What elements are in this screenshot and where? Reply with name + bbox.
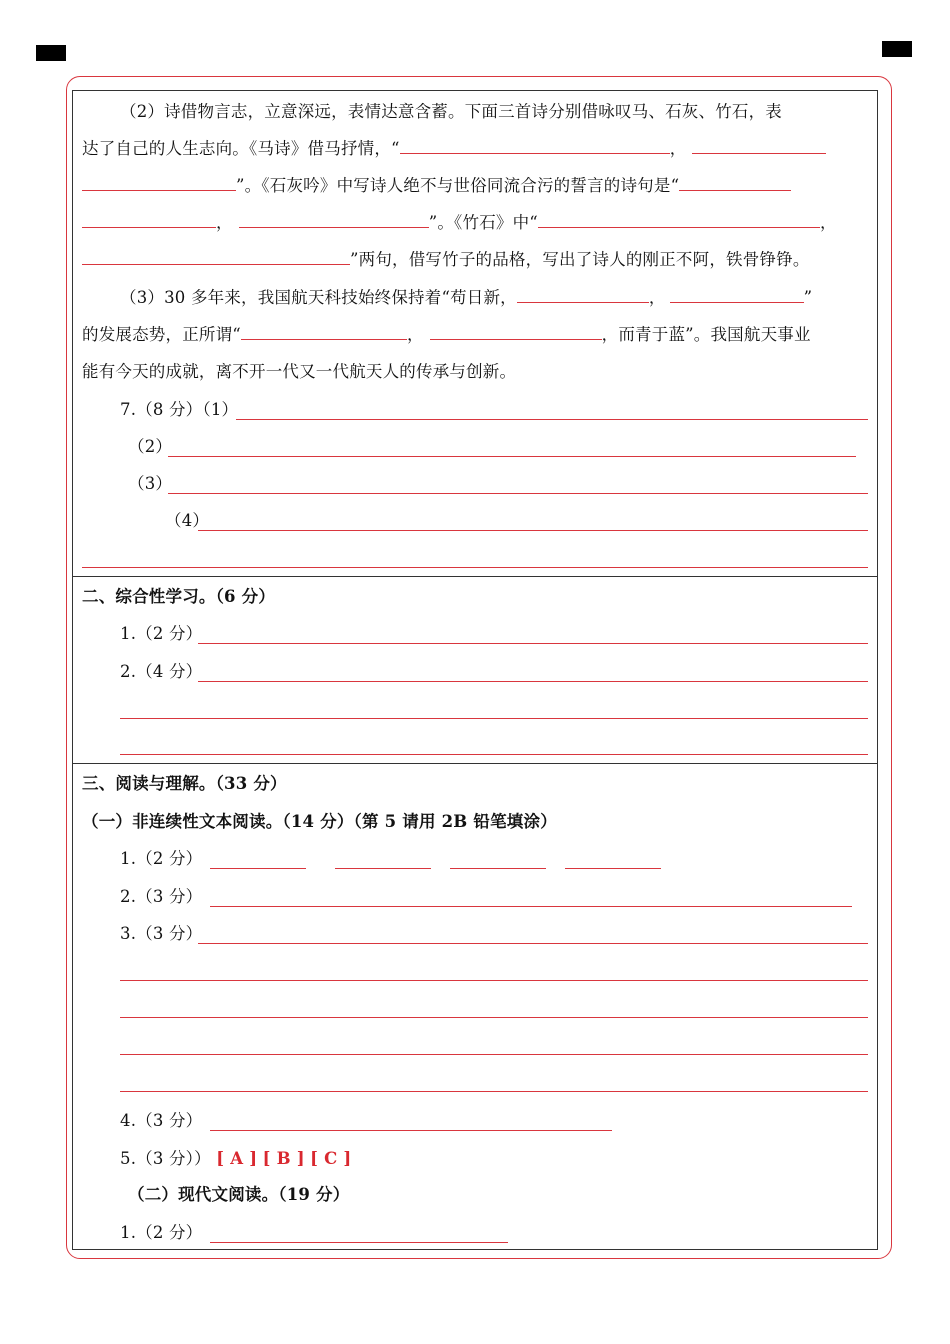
q2-line-1: （2）诗借物言志，立意深远，表情达意含蓄。下面三首诗分别借咏叹马、石灰、竹石，表 <box>120 102 782 121</box>
section-3-sub1-title: （一）非连续性文本阅读。（14 分）（第 5 请用 2B 铅笔填涂） <box>82 812 557 831</box>
section-3-q3-label: 3.（3 分） <box>120 924 203 943</box>
section-3-q5 <box>120 1148 351 1170</box>
fill-blank[interactable] <box>82 250 350 265</box>
answer-line[interactable] <box>198 943 868 944</box>
section-2-title: 二、综合性学习。（6 分） <box>82 587 276 606</box>
section-2-q1-label: 1.（2 分） <box>120 624 203 643</box>
fill-blank[interactable] <box>241 325 407 340</box>
answer-line[interactable] <box>120 1054 868 1055</box>
q2-line-3: ”。《石灰吟》中写诗人绝不与世俗同流合污的誓言的诗句是“ <box>82 175 791 197</box>
option-c-bubble[interactable]: [ C ] <box>310 1149 352 1168</box>
section-3-q2-label: 2.（3 分） <box>120 887 203 906</box>
answer-line[interactable] <box>198 681 868 682</box>
answer-line[interactable] <box>210 868 306 869</box>
section-3-sub2-q1-label: 1.（2 分） <box>120 1223 203 1242</box>
q2-line-2: 达了自己的人生志向。《马诗》借马抒情，“ ， <box>82 138 826 160</box>
q3-line-3: 能有今天的成就，离不开一代又一代航天人的传承与创新。 <box>82 362 517 381</box>
answer-line[interactable] <box>120 980 868 981</box>
fill-blank[interactable] <box>82 213 216 228</box>
answer-line[interactable] <box>450 868 546 869</box>
q7-part-2-label: （2） <box>128 437 173 456</box>
fill-blank[interactable] <box>538 213 820 228</box>
answer-line[interactable] <box>168 456 856 457</box>
section-3-title: 三、阅读与理解。（33 分） <box>82 774 287 793</box>
q7-part-3-label: （3） <box>128 474 173 493</box>
fill-blank[interactable] <box>430 325 602 340</box>
fill-blank[interactable] <box>400 139 670 154</box>
q2-line-4: ， ”。《竹石》中“ ， <box>82 212 837 234</box>
option-a-bubble[interactable]: [ A ] <box>216 1149 258 1168</box>
fill-blank[interactable] <box>692 139 826 154</box>
answer-line[interactable] <box>236 419 868 420</box>
answer-line[interactable] <box>120 718 868 719</box>
section-2-q2-label: 2.（4 分） <box>120 662 203 681</box>
q3-line-1: （3）30 多年来，我国航天科技始终保持着“苟日新， ， ” <box>120 288 813 307</box>
option-b-bubble[interactable]: [ B ] <box>262 1149 305 1168</box>
fill-blank[interactable] <box>679 176 791 191</box>
corner-marker-right <box>882 41 912 57</box>
answer-line[interactable] <box>198 530 868 531</box>
section-3-q4-label: 4.（3 分） <box>120 1111 203 1130</box>
q7-part-4-label: （4） <box>165 511 210 530</box>
answer-line[interactable] <box>82 567 868 568</box>
answer-line[interactable] <box>210 1130 612 1131</box>
corner-marker-left <box>36 45 66 61</box>
answer-line[interactable] <box>210 1242 508 1243</box>
fill-blank[interactable] <box>670 288 804 303</box>
section-3-q1-label: 1.（2 分） <box>120 849 203 868</box>
answer-line[interactable] <box>120 1017 868 1018</box>
section-3-q5-label: 5.（3 分）） <box>120 1149 211 1168</box>
answer-line[interactable] <box>565 868 661 869</box>
q2-line-5: ”两句，借写竹子的品格，写出了诗人的刚正不阿，铁骨铮铮。 <box>82 249 810 271</box>
answer-line[interactable] <box>120 754 868 755</box>
answer-line[interactable] <box>335 868 431 869</box>
answer-line[interactable] <box>168 493 868 494</box>
q7-label: 7.（8 分）（1） <box>120 400 239 419</box>
reading-section-box <box>72 763 878 1250</box>
q3-line-2: 的发展态势，正所谓“ ， ，而青于蓝”。我国航天事业 <box>82 325 811 344</box>
fill-blank[interactable] <box>517 288 649 303</box>
section-3-sub2-title: （二）现代文阅读。（19 分） <box>128 1185 350 1204</box>
answer-line[interactable] <box>120 1091 868 1092</box>
fill-blank[interactable] <box>239 213 429 228</box>
fill-blank[interactable] <box>82 176 236 191</box>
answer-line[interactable] <box>198 643 868 644</box>
answer-line[interactable] <box>210 906 852 907</box>
